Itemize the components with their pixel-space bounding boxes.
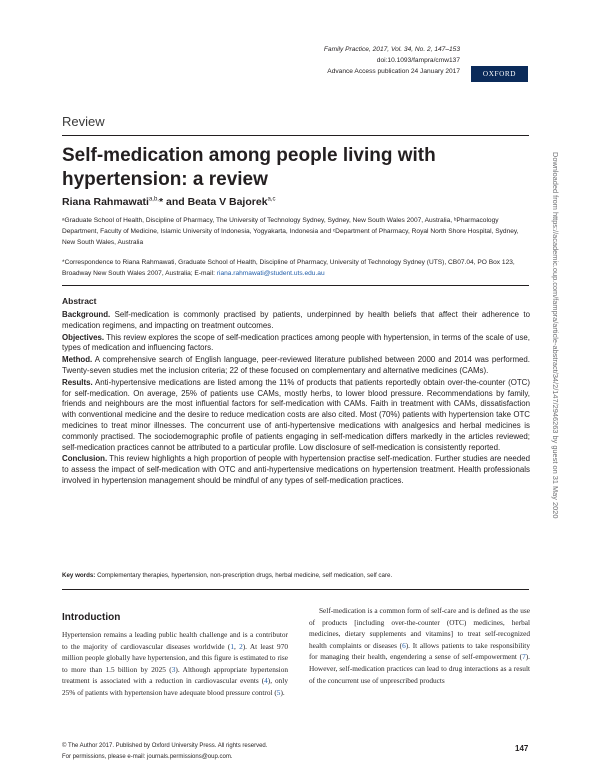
intro-left-text-1: Hypertension remains a leading public health challenge and is a contributor to the majority of cardiovascular diseases worldwide ( (62, 630, 288, 651)
affiliations: ᵃGraduate School of Health, Discipline of Pharmacy, The University of Technology Sydney, Sydney, New South Wales 2007, Australia, ᵇPharmacology Department, Faculty of Medicine, Islamic University of Indonesia, Yogyakarta, Indonesia and ᶜDepartment of Pharmacy, Royal North Shore Hospital, Sydney, New South Wales, Australia (62, 217, 519, 246)
citation-link-5[interactable]: 5 (276, 687, 281, 697)
abstract-divider (62, 285, 529, 286)
top-divider (62, 135, 529, 136)
results-text: Anti-hypertensive medications are listed among the 11% of products that patients reportedly obtain over-the-counter (OTC) for self-medication. On average, 25% of patients use CAMs, mostly herbs, to lower blood pressure. Recommendations by family, friends and neighbours are the most influential factors for self-medication with CAMs. Faith in treatment with CAMs, dissatisfaction with conventional medicine and the desire to reduce medication costs are also cited. Most (70%) patients with hypertension take OTC medicines to treat minor illnesses. The concurrent use of anti-hypertensive medications with analgesics and herbal medicines is commonly practised. The sociodemographic profile of patients engaging in self-medication differs markedly in the articles reviewed; self-medication practices cannot be attributed to a particular profile. Low disclosure of self-medication is consistently reported. (62, 377, 530, 452)
page-number: 147 (515, 744, 529, 753)
abstract-conclusion (62, 454, 530, 486)
copyright-footer (62, 741, 267, 763)
correspondence-note (62, 257, 530, 279)
oxford-logo-text: OXFORD (482, 70, 517, 78)
abstract-objectives (62, 333, 530, 355)
intro-right-text-3: ). However, self-medication practices can lead to drug interactions as a result of the concurrent use of unprescribed products (309, 652, 530, 685)
citation-link-2[interactable]: 2 (239, 641, 243, 651)
intro-left-text-4: ), only 25% of patients with hypertension have adequate blood pressure control ( (62, 676, 288, 697)
citation-link-7[interactable]: 7 (522, 652, 526, 662)
abstract-background (62, 310, 530, 332)
citation-link-4[interactable]: 4 (264, 676, 268, 686)
abstract-method (62, 355, 530, 377)
advance-access-line: Advance Access publication 24 January 2017 (327, 68, 460, 75)
correspondence-email-link[interactable]: riana.rahmawati@student.uts.edu.au (216, 270, 325, 277)
doi-line[interactable]: doi:10.1093/fampra/cmw137 (376, 57, 460, 64)
intro-left-text-2: ). At least 970 million people globally have hypertension, and this figure is estimated to rise to more than 1.5 billion by 2025 ( (62, 641, 288, 674)
author-line (62, 196, 276, 208)
results-label: Results. (62, 377, 93, 387)
corresponding-author-star: * (158, 196, 164, 208)
author-name-1: Riana Rahmawati (62, 196, 149, 208)
intro-left-text-3: ). Although appropriate hypertension treatment is associated with a reduction in cardiovascular events ( (62, 664, 289, 686)
abstract-heading: Abstract (62, 296, 97, 306)
introduction-heading: Introduction (62, 612, 121, 623)
body-column-right (309, 605, 530, 686)
objectives-label: Objectives. (62, 332, 105, 342)
citation-link-6[interactable]: 6 (402, 640, 406, 650)
intro-left-text-5: ). (280, 687, 285, 697)
keywords-text: Complementary therapies, hypertension, non-prescription drugs, herbal medicine, self medication, self care. (95, 572, 393, 579)
conclusion-label: Conclusion. (62, 454, 108, 464)
citation-link-1[interactable]: 1 (230, 641, 234, 651)
author-connector: and (163, 196, 188, 208)
background-label: Background. (62, 310, 111, 319)
keywords (62, 572, 530, 579)
intro-right-text-2: ). It allows patients to take responsibility for managing their health, engendering a sense of self-empowerment ( (309, 640, 530, 662)
method-text: A comprehensive search of English language, peer-reviewed literature published between 2000 and 2014 was performed. Twenty-seven studies met the inclusion criteria; 22 of these focused on complementary and alternative medicines (CAMs). (62, 355, 530, 375)
journal-line: Family Practice, 2017, Vol. 34, No. 2, 147–153 (323, 46, 460, 53)
author-name-2: Beata V Bajorek (187, 196, 268, 208)
background-text: Self-medication is commonly practised by patients, underpinned by health beliefs that affect their adherence to medication regimens, and impacting on treatment outcomes. (62, 310, 530, 330)
permissions-line: For permissions, please e-mail: journals.permissions@oup.com. (62, 754, 233, 760)
body-column-left (62, 629, 288, 699)
citation-separator: , (233, 641, 240, 651)
conclusion-text: This review highlights a high proportion of people with hypertension practise self-medication. Further studies are needed to assess the impact of self-medication with OTC and anti-hypertensive medications on hypertension treatment. Health professionals involved in hypertension management should be mindful of any types of self-medication practices. (62, 454, 530, 485)
journal-citation-header (324, 44, 460, 77)
abstract-body (62, 310, 530, 488)
body-divider (62, 589, 529, 590)
intro-right-paragraph (309, 605, 530, 686)
intro-right-text-1: Self-medication is a common form of self-care and is defined as the use of products [including over-the-counter (OTC) medicines, herbal medicines, dietary supplements and vitamins] to treat self-recognized health complaints or diseases ( (309, 606, 530, 650)
article-title: Self-medication among people living with hypertension: a review (62, 145, 436, 190)
download-watermark-text: Downloaded from https://academic.oup.com/fampra/article-abstract/34/2/147/2946263 by guest on 31 May 2020 (551, 152, 560, 519)
method-label: Method. (62, 355, 93, 365)
section-label: Review (62, 114, 105, 129)
correspondence-text: *Correspondence to Riana Rahmawati, Graduate School of Health, Discipline of Pharmacy, University of Technology Sydney (UTS), CB07.04, PO Box 123, Broadway New South Wales 2007, Australia; E-mail: (62, 259, 515, 277)
author-2-affiliation-marks: a,c (267, 196, 276, 203)
keywords-label: Key words: (62, 572, 96, 579)
objectives-text: This review explores the scope of self-medication practices among people with hypertension, in terms of the scale of use, types of medication and influencing factors. (62, 332, 530, 353)
copyright-line: © The Author 2017. Published by Oxford University Press. All rights reserved. (62, 743, 268, 749)
oxford-logo (471, 66, 528, 82)
author-1-affiliation-marks: a,b, (148, 196, 159, 203)
abstract-results (62, 378, 530, 454)
citation-link-3[interactable]: 3 (171, 664, 176, 674)
